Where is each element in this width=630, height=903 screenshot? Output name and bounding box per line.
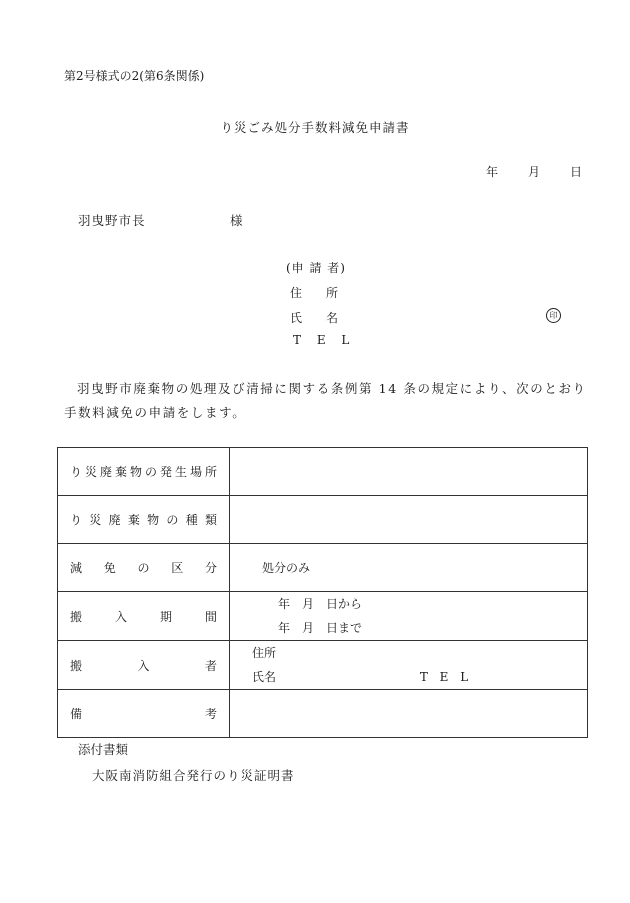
deliverer-name-row [252,665,587,689]
document-title: り災ごみ処分手数料減免申請書 [220,120,410,135]
attachments-heading: 添付書類 [78,742,129,757]
table-row [58,592,588,641]
addressee-honorific: 様 [230,213,243,228]
applicant-heading: (申 請 者) [286,261,346,275]
delivery-period-field[interactable] [230,592,588,641]
table-row [58,690,588,738]
date-day-label: 日 [570,165,583,179]
deliverer-name-label: 氏名 [252,670,277,684]
reduction-category-value[interactable]: 処分のみ [230,544,588,592]
row-label: り災廃棄物の発生場所 [58,448,230,496]
period-start: 年 月 日から [278,597,363,611]
deliverer-address-label: 住所 [252,646,277,660]
table-row [58,544,588,592]
application-table [57,447,588,738]
applicant-tel-label: T E L [293,333,356,347]
body-text: 羽曳野市廃棄物の処理及び清掃に関する条例第 14 条の規定により、次のとおり手数料減免の申請をします。 [64,381,587,420]
remarks-field[interactable] [230,690,588,738]
row-label: 減免の区分 [58,544,230,592]
row-label: り災廃棄物の種類 [58,496,230,544]
form-code: 第2号様式の2(第6条関係) [64,69,205,83]
table-row [58,448,588,496]
table-row [58,641,588,690]
row-label: 備考 [58,690,230,738]
occurrence-location-field[interactable] [230,448,588,496]
table-row [58,496,588,544]
deliverer-field[interactable] [230,641,588,690]
addressee-name: 羽曳野市長 [78,213,146,228]
row-label: 搬入期間 [58,592,230,641]
deliverer-tel-label: T E L [419,670,473,684]
date-month-label: 月 [528,165,541,179]
applicant-address-label: 住 所 [290,286,345,300]
attachment-item: 大阪南消防組合発行のり災証明書 [92,768,295,783]
row-label: 搬入者 [58,641,230,690]
period-end: 年 月 日まで [278,621,363,635]
applicant-name-label: 氏 名 [290,311,345,325]
waste-type-field[interactable] [230,496,588,544]
date-year-label: 年 [486,165,499,179]
seal-mark: 印 [546,308,561,323]
